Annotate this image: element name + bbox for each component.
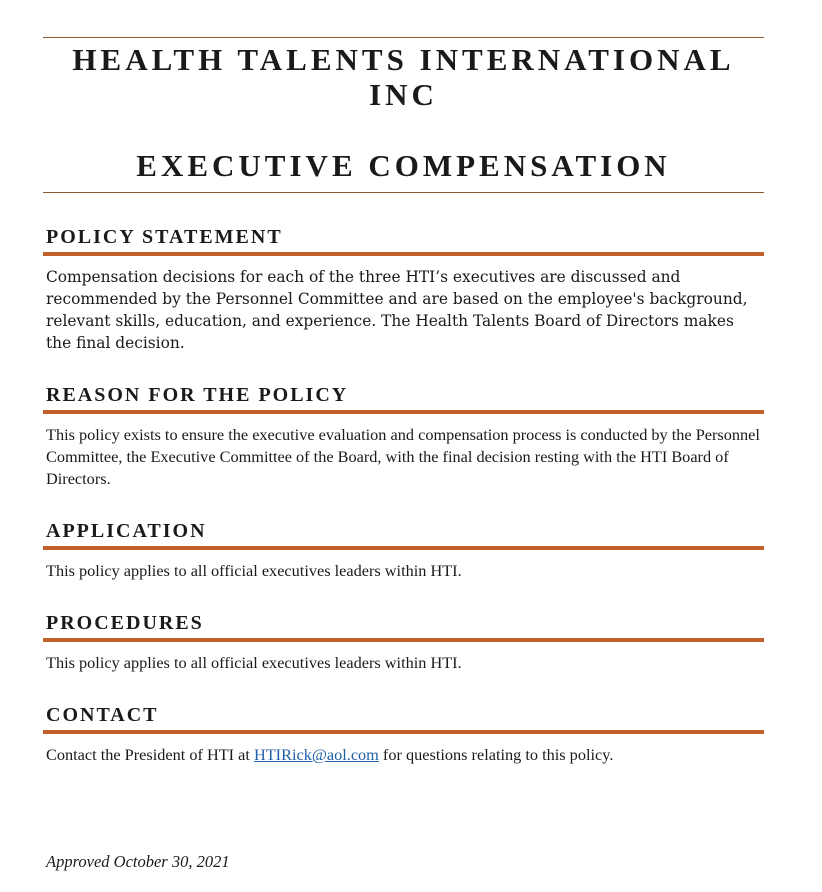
- organization-title: HEALTH TALENTS INTERNATIONAL INC: [72, 42, 735, 112]
- approval-date: Approved October 30, 2021: [46, 852, 230, 871]
- contact-text-after: for questions relating to this policy.: [378, 745, 614, 764]
- section-reason: [43, 384, 764, 490]
- section-body: Compensation decisions for each of the three HTI’s executives are discussed and recommended by the Personnel Committee and are based on the employee's background, relevant skills, education, and experience. The Health Talents Board of Directors makes the final decision.: [46, 268, 748, 352]
- contact-text-before: Contact the President of HTI at: [46, 745, 254, 764]
- section-rule: [43, 252, 764, 256]
- section-rule: [43, 638, 764, 642]
- section-heading: APPLICATION: [46, 520, 207, 542]
- section-body: This policy applies to all official executives leaders within HTI.: [46, 561, 462, 580]
- section-rule: [43, 546, 764, 550]
- contact-email-link[interactable]: HTIRick@aol.com: [253, 745, 379, 764]
- policy-document: [43, 0, 764, 766]
- section-contact: [43, 704, 764, 766]
- title-block: [43, 38, 764, 183]
- section-heading: REASON FOR THE POLICY: [46, 384, 349, 406]
- header-bottom-rule: [43, 192, 764, 193]
- document-title: EXECUTIVE COMPENSATION: [136, 148, 671, 183]
- section-body: This policy applies to all official executives leaders within HTI.: [46, 653, 462, 672]
- section-rule: [43, 730, 764, 734]
- section-body: This policy exists to ensure the executive evaluation and compensation process is conducted by the Personnel Committee, the Executive Committee of the Board, with the final decision resting with the HTI Board of Directors.: [46, 425, 760, 488]
- section-rule: [43, 410, 764, 414]
- section-heading: POLICY STATEMENT: [46, 226, 283, 248]
- section-body: [43, 744, 764, 766]
- section-heading: PROCEDURES: [46, 612, 204, 634]
- section-application: [43, 520, 764, 582]
- section-heading: CONTACT: [46, 704, 159, 726]
- section-procedures: [43, 612, 764, 674]
- section-policy-statement: [43, 226, 764, 354]
